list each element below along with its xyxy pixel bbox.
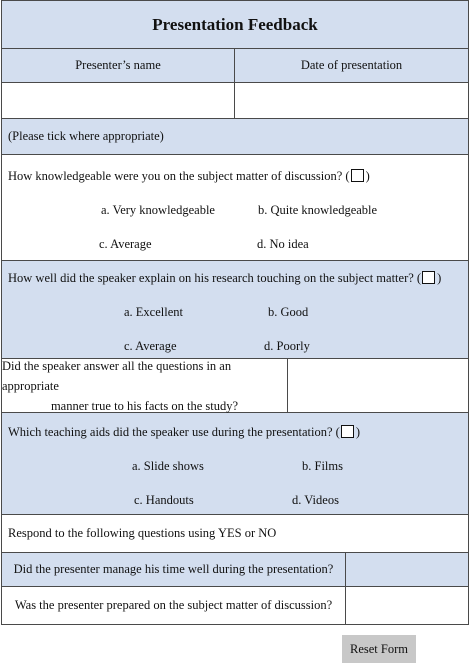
question-knowledge-close: ) [365, 169, 370, 183]
knowledge-checkbox[interactable] [351, 169, 364, 182]
question-answer-line2: manner true to his facts on the study? [50, 398, 239, 413]
aids-checkbox[interactable] [341, 425, 354, 438]
option-excellent: a. Excellent [124, 305, 183, 319]
option-quite-knowledgeable: b. Quite knowledgeable [258, 203, 378, 217]
question-knowledge-text [2, 169, 376, 184]
reset-form-button[interactable]: Reset Form [342, 635, 416, 663]
input-row [2, 83, 468, 119]
option-poorly: d. Poorly [264, 339, 310, 353]
yesno-row-time [2, 553, 468, 587]
option-no-idea: d. No idea [257, 237, 309, 251]
question-explain-text [2, 271, 447, 286]
question-explain-close: ) [437, 271, 442, 285]
yesno-instruction: Respond to the following questions using YES or NO [2, 515, 468, 553]
question-answer-line1: Did the speaker answer all the questions in an appropriate [2, 358, 232, 393]
question-explain [2, 261, 468, 359]
presenter-name-header: Presenter’s name [2, 49, 235, 82]
question-answer-text [2, 359, 288, 412]
option-videos: d. Videos [292, 493, 339, 507]
yesno-prepared-field[interactable] [346, 587, 468, 624]
explain-checkbox[interactable] [422, 271, 435, 284]
feedback-form [1, 0, 469, 625]
question-knowledge-label: How knowledgeable were you on the subject matter of discussion? ( [8, 169, 350, 183]
date-field[interactable] [235, 83, 468, 118]
question-knowledge [2, 155, 468, 261]
tick-instruction: (Please tick where appropriate) [2, 119, 468, 155]
option-films: b. Films [302, 459, 343, 473]
question-answer-row [2, 359, 468, 413]
yesno-time-question: Did the presenter manage his time well during the presentation? [2, 553, 346, 586]
yesno-row-prepared [2, 587, 468, 624]
presenter-name-field[interactable] [2, 83, 235, 118]
option-average: c. Average [99, 237, 152, 251]
option-good: b. Good [268, 305, 309, 319]
question-explain-label: How well did the speaker explain on his research touching on the subject matter? ( [8, 271, 422, 285]
header-row [2, 49, 468, 83]
question-aids-close: ) [355, 425, 361, 439]
form-title: Presentation Feedback [2, 1, 468, 49]
option-average-2: c. Average [124, 339, 177, 353]
option-slide-shows: a. Slide shows [132, 459, 204, 473]
question-answer-field[interactable] [288, 359, 468, 412]
date-header: Date of presentation [300, 58, 403, 72]
yesno-time-field[interactable] [346, 553, 468, 586]
yesno-prepared-question: Was the presenter prepared on the subject matter of discussion? [2, 587, 346, 624]
option-very-knowledgeable: a. Very knowledgeable [101, 203, 215, 217]
question-aids [2, 413, 468, 515]
option-handouts: c. Handouts [134, 493, 194, 507]
question-aids-label: Which teaching aids did the speaker use during the presentation? ( [8, 425, 340, 439]
question-aids-text [2, 425, 366, 440]
